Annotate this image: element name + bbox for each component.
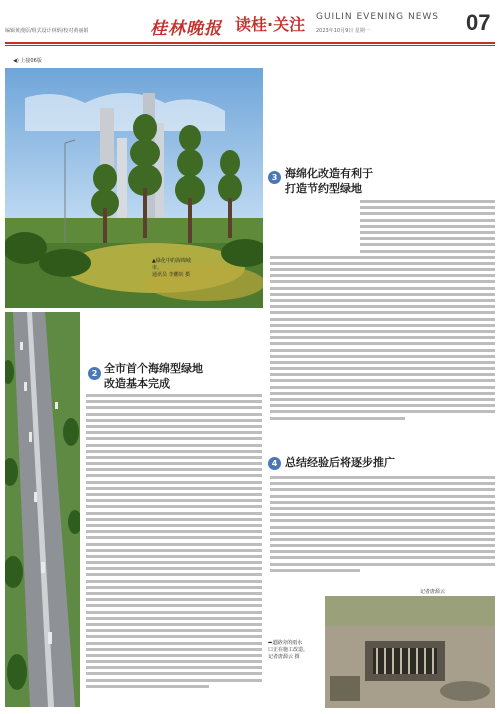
section3-body [270, 200, 495, 440]
tree-street-image [5, 68, 263, 308]
header-rule-thin [5, 45, 495, 46]
section-headline [104, 361, 203, 391]
header-rule [5, 42, 495, 44]
caption-line: ▲绿化中的海绵城 [152, 258, 191, 264]
bottom-photo-caption [268, 640, 308, 661]
section-number-badge: 2 [88, 367, 101, 380]
section-number-badge: 3 [268, 171, 281, 184]
photo-caption [152, 258, 191, 279]
section-headline: 总结经验后将逐步推广 [285, 456, 395, 469]
issue-date: 2023年10月9日 星期一 [316, 28, 370, 34]
caption-line: ➡道路旁的雨水 [268, 640, 303, 646]
road-aerial-image [5, 312, 80, 707]
headline-line: 海绵化改造有利于 [285, 167, 373, 180]
newspaper-logo: 桂林晚报 [150, 19, 222, 39]
caption-line: 市。 [152, 265, 163, 271]
headline-line: 全市首个海绵型绿地 [104, 362, 203, 375]
section-title: 读桂·关注 [235, 15, 306, 34]
road-photo [5, 312, 80, 707]
caption-line: 口正在施工改造。 [268, 647, 309, 653]
headline-line: 改造基本完成 [104, 377, 170, 390]
headline-line: 打造节约型绿地 [285, 182, 362, 195]
continued-note: ◀) 上接06版 [13, 58, 42, 64]
caption-line: 记者唐源云 摄 [268, 654, 300, 660]
drain-construction-image [325, 596, 495, 708]
section-headline [285, 166, 373, 196]
drain-photo [325, 596, 495, 708]
main-photo [5, 68, 263, 308]
section-number-badge: 4 [268, 457, 281, 470]
english-name: GUILIN EVENING NEWS [316, 12, 439, 22]
section4-body [270, 476, 495, 584]
page-header [0, 0, 500, 44]
caption-line: 通讯员 李鹏钊 摄 [152, 272, 191, 278]
reporter-byline: 记者唐源云 [420, 589, 446, 595]
section2-body [86, 394, 262, 706]
page-number: 07 [466, 10, 491, 35]
editor-info: 编辑黄漫原/组式设计林炳/校对黄丽娟 [5, 28, 89, 34]
